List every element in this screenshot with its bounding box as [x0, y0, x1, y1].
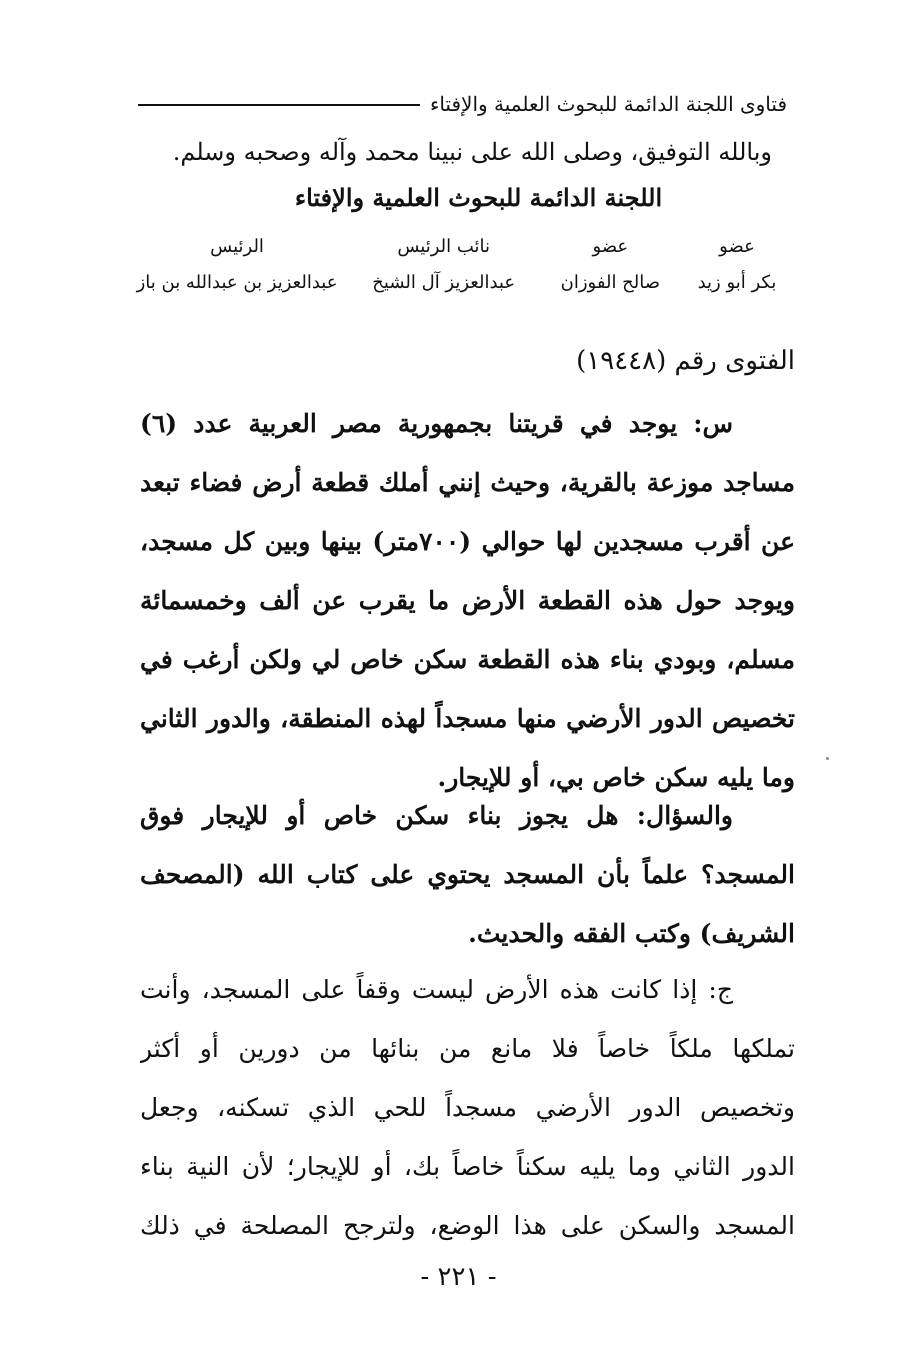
role-chairman: الرئيس [210, 235, 264, 257]
scan-speck [826, 757, 829, 760]
question-line: تخصيص الدور الأرضي منها مسجداً لهذه المنطقة، والدور الثاني [140, 704, 795, 733]
role-member-1: عضو [719, 235, 755, 257]
name-vice-chairman: عبدالعزيز آل الشيخ [372, 271, 516, 293]
signatures-roles-row [127, 228, 787, 264]
question-followup-line: المسجد؟ علماً بأن المسجد يحتوي على كتاب الله (المصحف [140, 860, 795, 889]
answer-paragraph [140, 960, 795, 1255]
question-line: مسلم، وبودي بناء هذه القطعة سكن خاص لي ولكن أرغب في [140, 645, 795, 674]
question-followup-line: والسؤال: هل يجوز بناء سكن خاص أو للإيجار فوق [140, 801, 733, 830]
running-header-title: فتاوى اللجنة الدائمة للبحوث العلمية والإفتاء [429, 92, 787, 116]
name-chairman: عبدالعزيز بن عبدالله بن باز [136, 271, 338, 293]
signatures-table [127, 228, 787, 300]
name-member-2: صالح الفوزان [560, 271, 661, 293]
page-number: - ٢٢١ - [420, 1262, 497, 1292]
signatures-names-row [127, 264, 787, 300]
answer-line: الدور الثاني وما يليه سكناً خاصاً بك، أو للإيجار؛ لأن النية بناء [140, 1152, 795, 1181]
name-member-1: بكر أبو زيد [697, 271, 777, 293]
answer-line: وتخصيص الدور الأرضي مسجداً للحي الذي تسكنه، وجعل [140, 1093, 795, 1122]
answer-line: تملكها ملكاً خاصاً فلا مانع من بنائها من دورين أو أكثر [140, 1034, 795, 1063]
question-line: مساجد موزعة بالقرية، وحيث إنني أملك قطعة أرض فضاء تبعد [140, 468, 795, 497]
answer-line: المسجد والسكن على هذا الوضع، ولترجح المصلحة في ذلك [140, 1211, 795, 1240]
question-line: ويوجد حول هذه القطعة الأرض ما يقرب عن ألف وخمسمائة [140, 586, 795, 615]
committee-name: اللجنة الدائمة للبحوث العلمية والإفتاء [294, 183, 663, 212]
role-member-2: عضو [592, 235, 629, 257]
question-followup-line: الشريف) وكتب الفقه والحديث. [468, 919, 795, 948]
closing-prayer: وبالله التوفيق، وصلى الله على نبينا محمد وآله وصحبه وسلم. [172, 138, 772, 166]
question-paragraph [140, 394, 795, 807]
running-header [138, 86, 787, 122]
answer-line: ج: إذا كانت هذه الأرض ليست وقفاً على المسجد، وأنت [140, 975, 733, 1004]
question-followup-paragraph [140, 786, 795, 963]
question-line: عن أقرب مسجدين لها حوالي (٧٠٠متر) بينها وبين كل مسجد، [140, 527, 795, 556]
fatwa-number: الفتوى رقم (١٩٤٤٨) [576, 346, 795, 376]
question-line: وما يليه سكن خاص بي، أو للإيجار. [437, 763, 795, 792]
header-rule [138, 104, 420, 106]
role-vice-chairman: نائب الرئيس [397, 235, 491, 257]
question-line: س: يوجد في قريتنا بجمهورية مصر العربية عدد (٦) [140, 409, 733, 438]
